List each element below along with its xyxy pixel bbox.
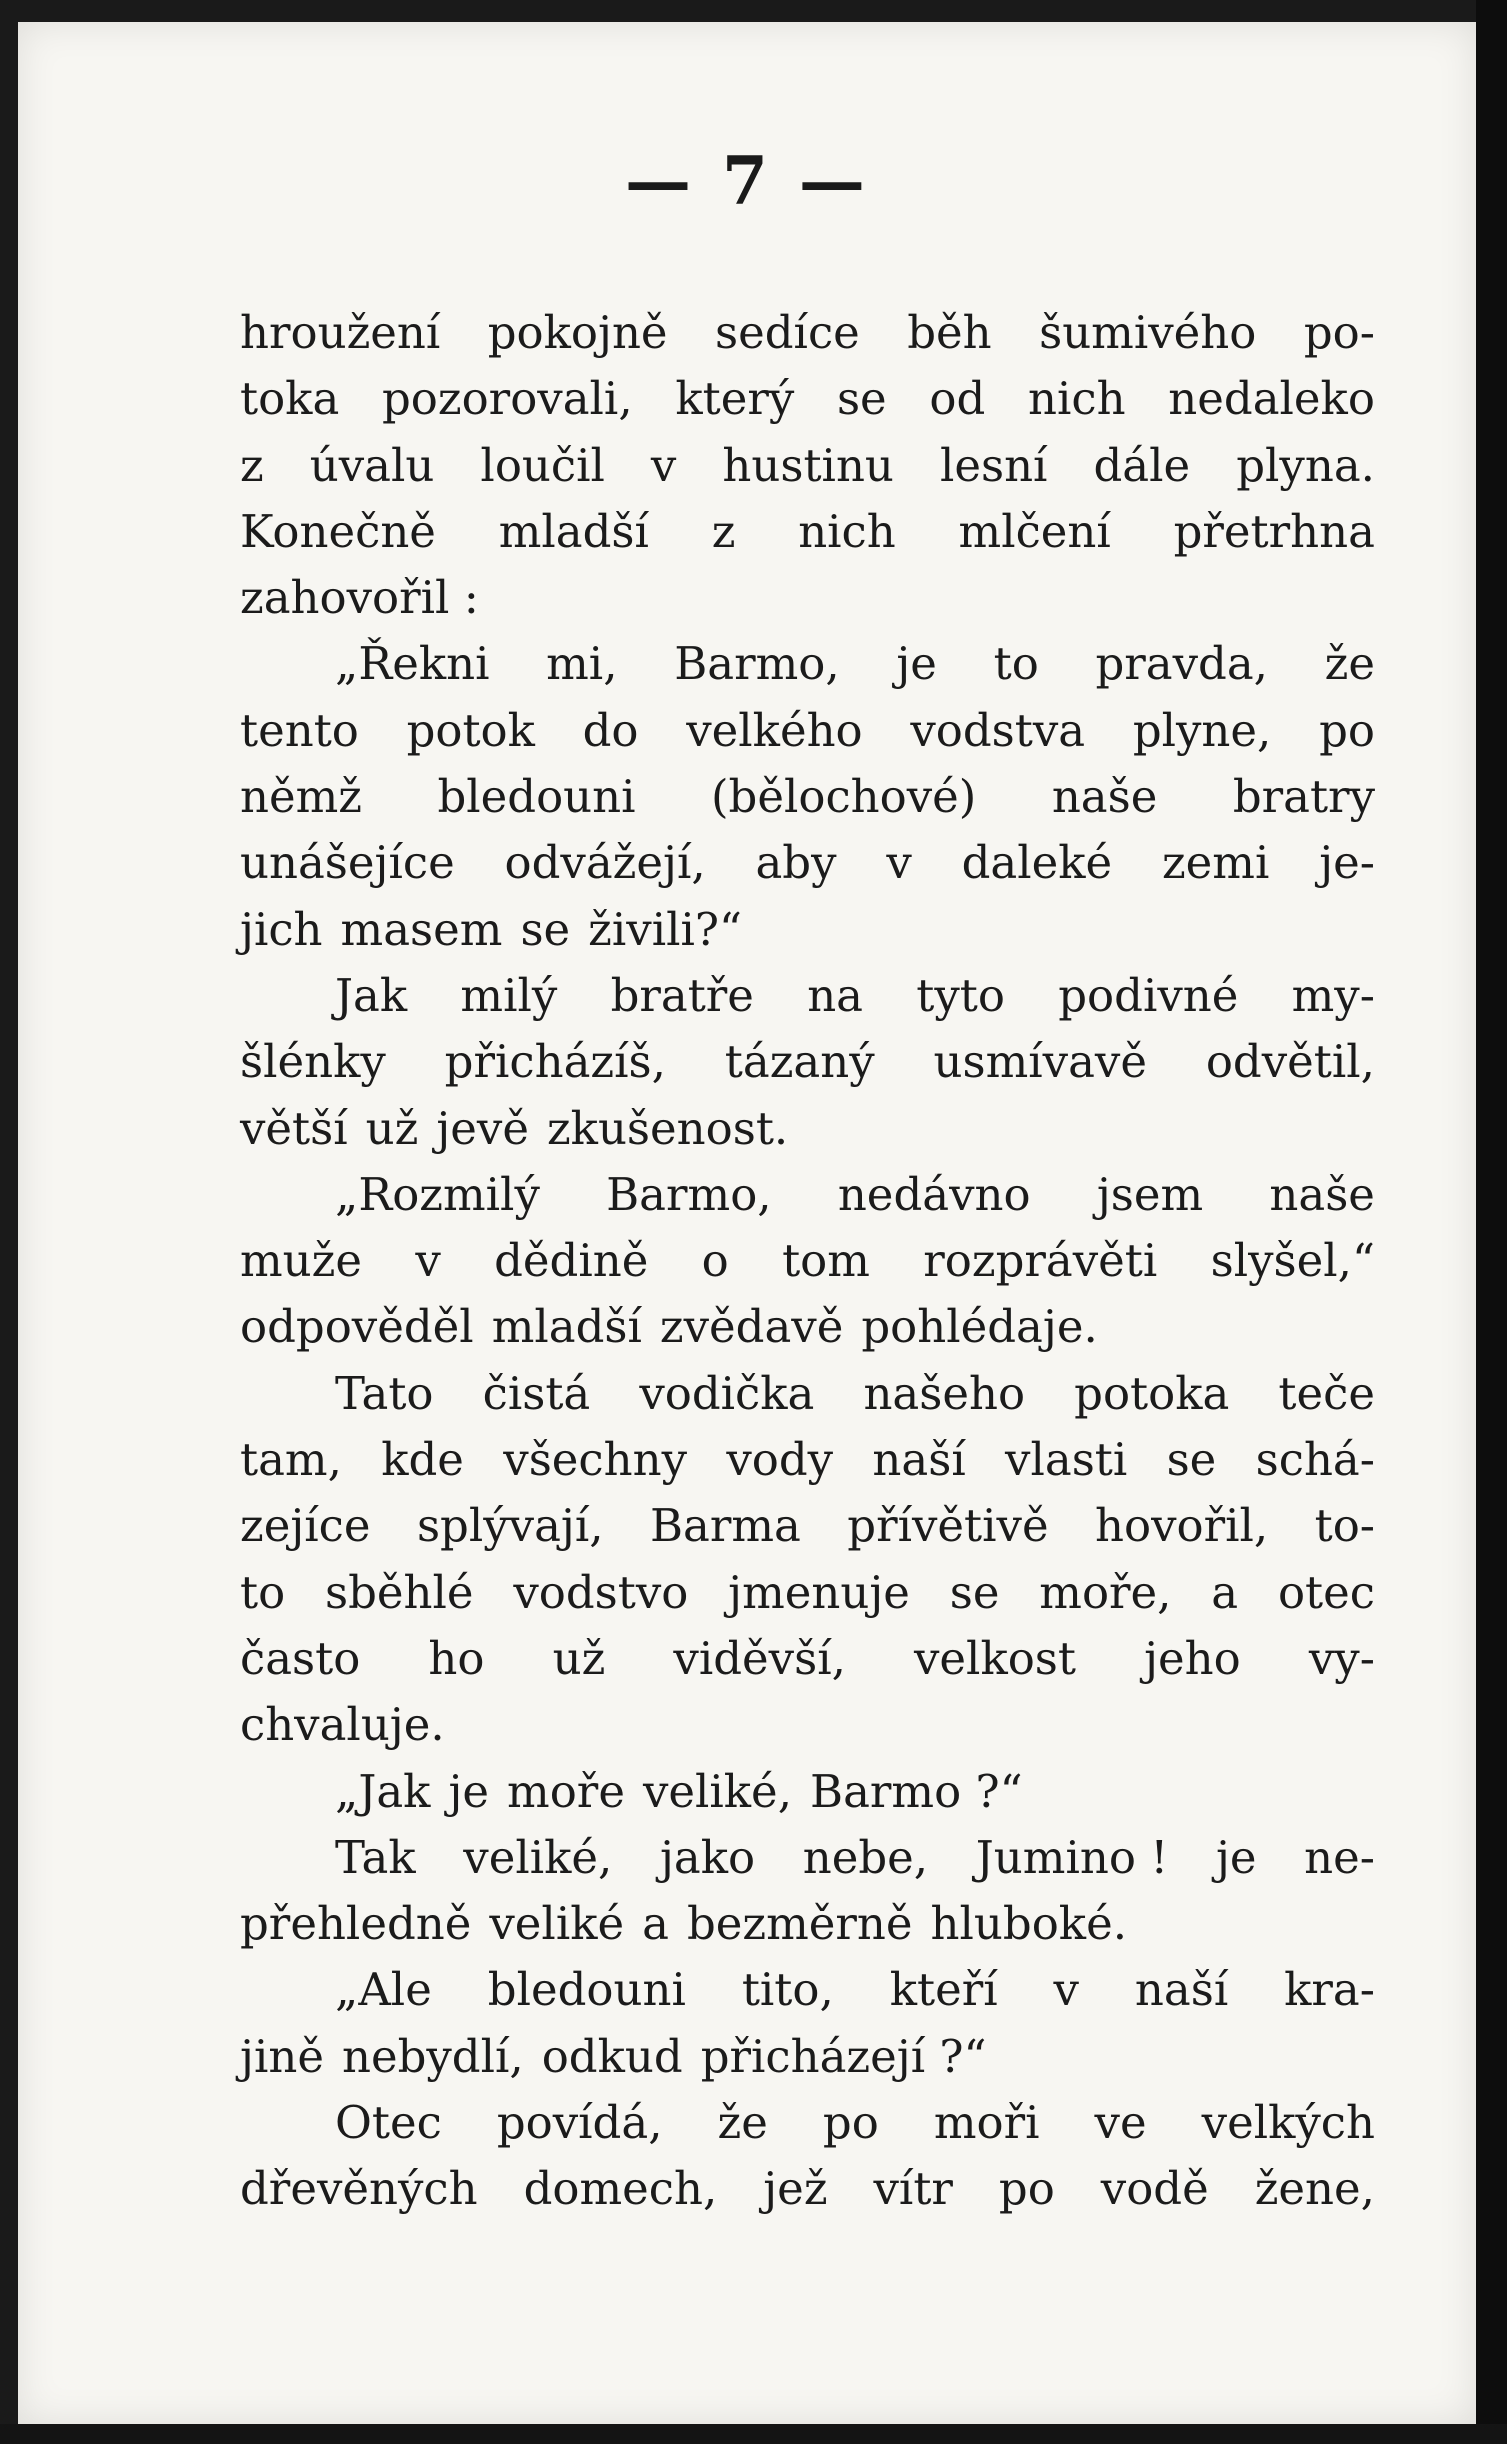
- word: jsem: [1096, 1167, 1204, 1221]
- word: domech,: [523, 2162, 718, 2216]
- word: my-: [1291, 968, 1375, 1022]
- word: a: [1211, 1565, 1239, 1619]
- text-line: [240, 565, 1375, 631]
- word: přetrhna: [1173, 504, 1375, 558]
- word: viděvší,: [673, 1631, 846, 1685]
- word: po: [998, 2162, 1055, 2216]
- word: nebydlí,: [341, 2029, 524, 2083]
- word: moři: [933, 2096, 1040, 2150]
- word: a: [642, 1897, 669, 1951]
- word: přicházejí ?“: [700, 2029, 987, 2083]
- word: šumivého: [1039, 306, 1257, 359]
- word: „Ale: [335, 1963, 432, 2017]
- word: kra-: [1284, 1963, 1375, 2017]
- word: odvážejí,: [504, 836, 706, 890]
- word: pokojně: [487, 306, 668, 359]
- word: přicházíš,: [444, 1035, 666, 1089]
- scan-edge-bottom: [0, 2424, 1507, 2444]
- word: sběhlé: [324, 1565, 474, 1619]
- word: Barmo,: [674, 637, 840, 691]
- text-line: [240, 1891, 1375, 1957]
- text-line: [240, 2156, 1375, 2222]
- word: je: [1215, 1830, 1257, 1884]
- word: šlénky: [240, 1035, 386, 1089]
- word: bratře: [610, 968, 754, 1022]
- word: veliké,: [642, 1764, 792, 1818]
- word: tam,: [240, 1433, 342, 1487]
- text-line: [240, 764, 1375, 830]
- word: tázaný: [724, 1035, 875, 1089]
- word: veliké,: [463, 1830, 613, 1884]
- word: velkost: [914, 1631, 1076, 1685]
- word: nebe,: [802, 1830, 929, 1884]
- word: to: [993, 637, 1039, 691]
- text-line: [240, 366, 1375, 432]
- word: Barma: [649, 1499, 801, 1553]
- word: mladší: [498, 504, 649, 558]
- word: po-: [1303, 306, 1375, 359]
- scan-edge-right: [1476, 0, 1507, 2444]
- word: po: [822, 2096, 879, 2150]
- word: nedaleko: [1168, 372, 1375, 426]
- word: Tak: [335, 1830, 416, 1884]
- word: Otec: [335, 2096, 442, 2150]
- word: Jumino !: [975, 1830, 1169, 1884]
- word: odvětil,: [1205, 1035, 1375, 1089]
- page-number: — 7 —: [625, 142, 869, 220]
- word: schá-: [1255, 1433, 1375, 1487]
- word: dřevěných: [240, 2162, 478, 2216]
- word: je: [448, 1764, 490, 1818]
- word: pohlédaje.: [861, 1300, 1098, 1354]
- text-line: [240, 2024, 1375, 2090]
- word: přehledně: [240, 1897, 472, 1951]
- word: nich: [798, 504, 896, 558]
- word: kteří: [889, 1963, 998, 2017]
- word: dědině: [494, 1234, 649, 1288]
- word: Barmo,: [606, 1167, 772, 1221]
- word: v: [650, 438, 677, 492]
- text-line: [240, 631, 1375, 697]
- word: našeho: [863, 1366, 1026, 1420]
- word: plyne,: [1132, 703, 1272, 757]
- word: bledouni: [487, 1963, 686, 2017]
- word: jevě: [436, 1101, 529, 1155]
- word: v: [415, 1234, 441, 1288]
- text-line: [240, 433, 1375, 499]
- text-line: [240, 1228, 1375, 1294]
- word: v: [1053, 1963, 1079, 2017]
- word: už: [365, 1101, 419, 1155]
- word: nich: [1028, 372, 1126, 426]
- word: čistá: [482, 1366, 591, 1420]
- word: hluboké.: [930, 1897, 1128, 1951]
- word: podivné: [1058, 968, 1239, 1022]
- word: všechny: [503, 1433, 688, 1487]
- word: vodička: [639, 1366, 815, 1420]
- word: do: [582, 703, 639, 757]
- book-page: [18, 22, 1476, 2424]
- word: jako: [659, 1830, 756, 1884]
- word: žene,: [1254, 2162, 1375, 2216]
- word: tento: [240, 703, 359, 757]
- word: ne-: [1304, 1830, 1375, 1884]
- word: jež: [763, 2162, 828, 2216]
- word: tyto: [916, 968, 1005, 1022]
- word: se: [1166, 1433, 1217, 1487]
- word: který: [675, 372, 795, 426]
- text-line: [240, 499, 1375, 565]
- word: ho: [428, 1631, 485, 1685]
- word: rozprávěti: [923, 1234, 1158, 1288]
- word: „Rozmilý: [335, 1167, 540, 1221]
- word: moře,: [1039, 1565, 1172, 1619]
- word: vody: [726, 1433, 834, 1487]
- text-line: [240, 1294, 1375, 1360]
- word: že: [717, 2096, 768, 2150]
- word: vlasti: [1005, 1433, 1128, 1487]
- word: potoka: [1074, 1366, 1230, 1420]
- text-line: [240, 1759, 1375, 1825]
- word: vy-: [1308, 1631, 1375, 1685]
- word: se: [836, 372, 887, 426]
- word: tito,: [741, 1963, 834, 2017]
- word: milý: [460, 968, 558, 1022]
- word: „Jak: [335, 1764, 431, 1818]
- word: muže: [240, 1234, 362, 1288]
- word: odkud: [541, 2029, 683, 2083]
- word: o: [701, 1234, 729, 1288]
- body-text: [240, 300, 1375, 2223]
- word: toka: [240, 372, 340, 426]
- word: jich: [240, 902, 323, 956]
- word: bledouni: [437, 770, 636, 824]
- text-line: [240, 830, 1375, 896]
- word: vodě: [1100, 2162, 1209, 2216]
- word: zemi: [1161, 836, 1270, 890]
- word: už: [552, 1631, 606, 1685]
- word: hovořil,: [1095, 1499, 1269, 1553]
- text-line: [240, 698, 1375, 764]
- word: povídá,: [496, 2096, 663, 2150]
- word: Konečně: [240, 504, 436, 558]
- word: veliké: [489, 1897, 625, 1951]
- word: otec: [1277, 1565, 1375, 1619]
- word: z: [240, 438, 264, 492]
- text-line: [240, 1427, 1375, 1493]
- word: v: [886, 836, 912, 890]
- word: plyna.: [1236, 438, 1375, 492]
- word: unášejíce: [240, 836, 455, 890]
- word: chvaluje.: [240, 1698, 445, 1752]
- word: od: [929, 372, 986, 426]
- word: hroužení: [240, 306, 441, 359]
- word: z: [711, 504, 736, 558]
- word: usmívavě: [933, 1035, 1147, 1089]
- word: splývají,: [416, 1499, 604, 1553]
- text-line: [240, 897, 1375, 963]
- text-line: [240, 2090, 1375, 2156]
- word: daleké: [961, 836, 1113, 890]
- word: pozorovali,: [381, 372, 633, 426]
- word: jmenuje: [728, 1565, 910, 1619]
- word: dále: [1093, 438, 1191, 492]
- word: zvědavě: [659, 1300, 844, 1354]
- word: vodstvo: [513, 1565, 689, 1619]
- text-line: [240, 300, 1375, 366]
- text-line: [240, 1361, 1375, 1427]
- word: teče: [1278, 1366, 1375, 1420]
- word: „Řekni: [335, 637, 490, 691]
- word: potok: [406, 703, 535, 757]
- word: naší: [872, 1433, 966, 1487]
- word: vodstva: [910, 703, 1086, 757]
- text-line: [240, 1825, 1375, 1891]
- word: naše: [1051, 770, 1158, 824]
- word: jině: [240, 2029, 324, 2083]
- word: Tato: [335, 1366, 434, 1420]
- word: větší: [240, 1101, 348, 1155]
- word: přívětivě: [847, 1499, 1049, 1553]
- word: to-: [1314, 1499, 1375, 1553]
- word: zahovořil :: [240, 571, 479, 625]
- word: vítr: [873, 2162, 953, 2216]
- word: to: [240, 1565, 286, 1619]
- word: velkých: [1201, 2096, 1375, 2150]
- word: že: [1324, 637, 1375, 691]
- word: běh: [907, 306, 992, 359]
- word: odpověděl: [240, 1300, 474, 1354]
- word: Barmo ?“: [810, 1764, 1023, 1818]
- word: tom: [782, 1234, 870, 1288]
- word: často: [240, 1631, 361, 1685]
- word: je-: [1319, 836, 1375, 890]
- word: masem: [340, 902, 503, 956]
- text-line: [240, 1692, 1375, 1758]
- word: mlčení: [958, 504, 1111, 558]
- word: hustinu: [722, 438, 894, 492]
- word: mi,: [546, 637, 618, 691]
- word: jeho: [1144, 1631, 1241, 1685]
- word: se: [949, 1565, 1000, 1619]
- text-line: [240, 1560, 1375, 1626]
- word: sedíce: [715, 306, 860, 359]
- word: (bělochové): [711, 770, 977, 824]
- text-line: [240, 1162, 1375, 1228]
- word: živili?“: [588, 902, 743, 956]
- word: zkušenost.: [546, 1101, 789, 1155]
- text-line: [240, 1096, 1375, 1162]
- word: naší: [1134, 1963, 1229, 2017]
- word: úvalu: [309, 438, 435, 492]
- word: aby: [755, 836, 837, 890]
- word: kde: [381, 1433, 464, 1487]
- text-line: [240, 963, 1375, 1029]
- word: zejíce: [240, 1499, 371, 1553]
- text-line: [240, 1493, 1375, 1559]
- word: naše: [1269, 1167, 1375, 1221]
- word: po: [1319, 703, 1375, 757]
- word: Jak: [335, 968, 408, 1022]
- word: slyšel,“: [1210, 1234, 1375, 1288]
- word: mladší: [491, 1300, 642, 1354]
- word: loučil: [480, 438, 605, 492]
- word: se: [520, 902, 571, 956]
- text-line: [240, 1626, 1375, 1692]
- word: je: [896, 637, 937, 691]
- word: pravda,: [1095, 637, 1268, 691]
- word: němž: [240, 770, 362, 824]
- word: nedávno: [837, 1167, 1031, 1221]
- word: lesní: [939, 438, 1048, 492]
- word: bratry: [1232, 770, 1375, 824]
- word: na: [807, 968, 864, 1022]
- text-line: [240, 1029, 1375, 1095]
- word: moře: [507, 1764, 625, 1818]
- word: ve: [1094, 2096, 1147, 2150]
- text-line: [240, 1957, 1375, 2023]
- word: bezměrně: [686, 1897, 913, 1951]
- word: velkého: [686, 703, 863, 757]
